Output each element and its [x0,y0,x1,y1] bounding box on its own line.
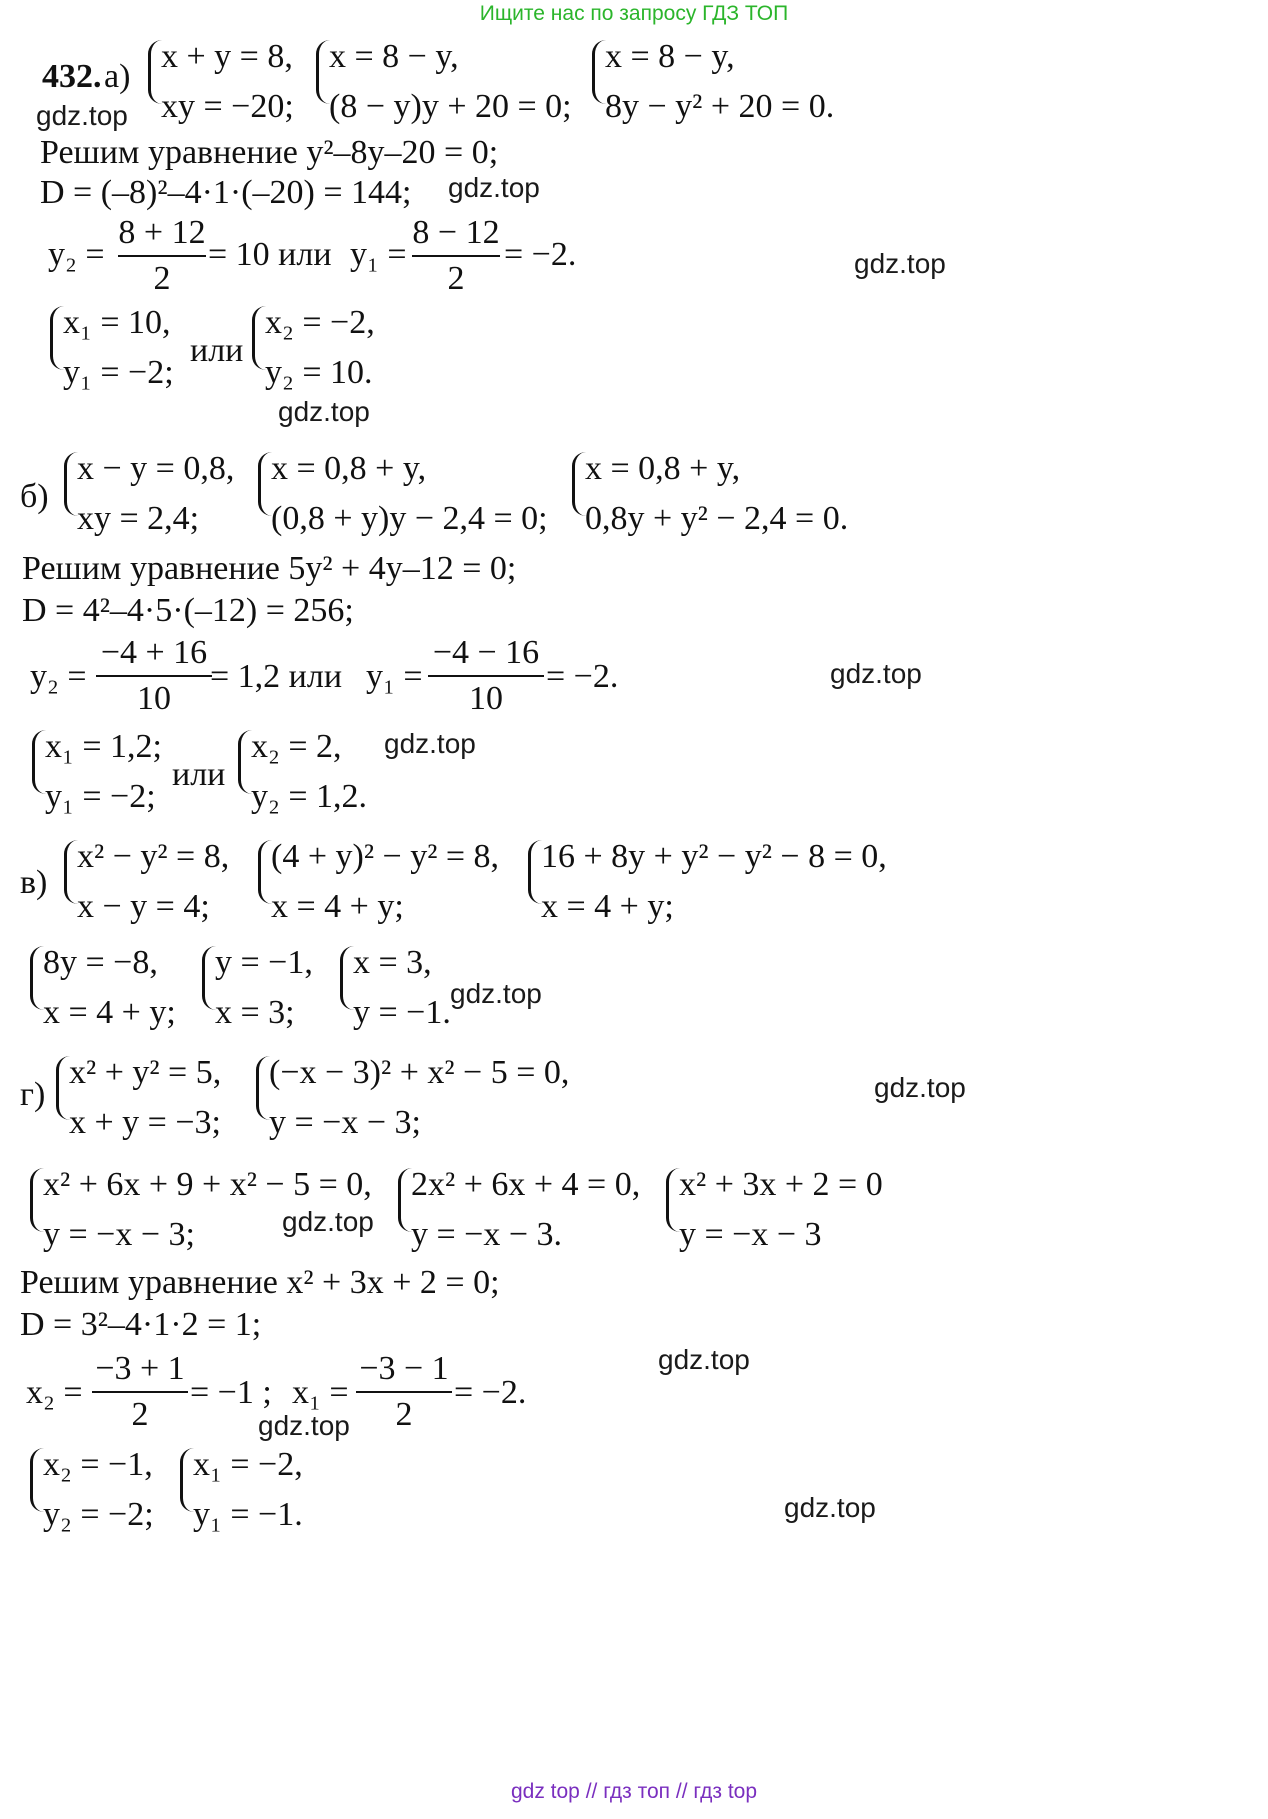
equation: (8 − y)y + 20 = 0; [329,88,572,125]
equation: x = 8 − y, [329,38,459,75]
numerator: −3 − 1 [359,1350,449,1387]
part-c-system-2 [258,838,529,925]
denominator: 2 [153,260,171,297]
equation: x² + y² = 5, [69,1054,222,1091]
footer-links[interactable]: gdz top // гдз топ // гдз top [510,1780,758,1803]
part-a-or: или [190,332,244,369]
equation: x = 8 − y, [605,38,735,75]
equation: y₁ = −1. [193,1496,303,1533]
part-b-system-1 [64,450,255,537]
numerator: −4 + 16 [100,634,208,671]
numerator: −3 + 1 [95,1350,185,1387]
equation: x² + 3x + 2 = 0 [679,1166,883,1203]
part-a-system-2 [316,38,587,125]
denominator: 10 [137,680,171,717]
equation: 2x² + 6x + 4 = 0, [411,1166,641,1203]
equation: (−x − 3)² + x² − 5 = 0, [269,1054,570,1091]
fraction-bar [96,675,212,677]
watermark: gdz.top [784,1492,876,1523]
part-c-system-1 [64,838,255,925]
equation: x² + 6x + 9 + x² − 5 = 0, [43,1166,372,1203]
part-a-discriminant: D = (–8)²–4·1·(–20) = 144; [40,174,412,211]
fraction-bar [428,675,544,677]
equation: x = 0,8 + y, [271,450,427,487]
denominator: 2 [131,1396,149,1433]
watermark: gdz.top [384,728,476,759]
equation: x + y = −3; [69,1104,221,1141]
part-b-answer-1 [32,728,183,815]
equation: y₂ = 10. [265,354,373,391]
equation: y = −1, [215,944,313,981]
part-b-y1-lhs: y₁ = [366,658,423,695]
equation: 16 + 8y + y² − y² − 8 = 0, [541,838,887,875]
equation: x − y = 4; [77,888,210,925]
numerator: 8 + 12 [118,214,206,251]
denominator: 10 [469,680,503,717]
equation: x = 0,8 + y, [585,450,741,487]
equation: y = −x − 3 [679,1216,822,1253]
watermark: gdz.top [874,1072,966,1103]
equation: y₁ = −2; [45,778,156,815]
equation: x² − y² = 8, [77,838,230,875]
equation: x = 3; [215,994,295,1031]
part-d-x2-lhs: x₂ = [26,1374,83,1411]
part-a-label: а) [104,58,131,95]
equation: x₁ = 10, [63,304,171,341]
part-d-answer-1 [30,1446,181,1533]
equation: 8y = −8, [43,944,158,981]
part-b-y2-lhs: y₂ = [30,658,87,695]
part-a-y1-rhs: = −2. [504,236,577,273]
problem-number: 432. [42,58,102,95]
part-c-system-3 [528,838,919,925]
equation: x = 4 + y; [271,888,404,925]
part-a-y1-lhs: y₁ = [350,236,407,273]
equation: x + y = 8, [161,38,293,75]
watermark: gdz.top [854,248,946,279]
watermark: gdz.top [282,1206,374,1237]
equation: y = −1. [353,994,451,1031]
part-a-y1-fraction [412,216,500,296]
part-b-y1-rhs: = −2. [546,658,619,695]
part-d-solve-text: Решим уравнение x² + 3x + 2 = 0; [20,1264,500,1301]
part-b-y2-rhs: = 1,2 или [210,658,343,695]
part-d-x1-lhs: x₁ = [292,1374,349,1411]
numerator: −4 − 16 [432,634,540,671]
part-a-y2-fraction [118,216,206,296]
equation: x = 3, [353,944,432,981]
part-d-label: г) [20,1076,46,1113]
equation: xy = 2,4; [77,500,200,537]
equation: y₂ = −2; [43,1496,154,1533]
part-b-discriminant: D = 4²–4·5·(–12) = 256; [22,592,354,629]
denominator: 2 [395,1396,413,1433]
part-b-or: или [172,756,226,793]
part-b-system-2 [258,450,559,537]
equation: y₂ = 1,2. [251,778,368,815]
part-b-y2-fraction [96,636,212,716]
part-c-system-4 [30,944,201,1031]
equation: (0,8 + y)y − 2,4 = 0; [271,500,548,537]
fraction-bar [92,1391,188,1393]
part-d-system-2 [256,1054,587,1141]
equation: x − y = 0,8, [77,450,235,487]
equation: y = −x − 3; [269,1104,421,1141]
watermark: gdz.top [830,658,922,689]
part-d-discriminant: D = 3²–4·1·2 = 1; [20,1306,262,1343]
watermark: gdz.top [448,172,540,203]
part-b-system-3 [572,450,863,537]
fraction-bar [118,255,206,257]
part-b-y1-fraction [428,636,544,716]
part-d-answer-2 [180,1446,331,1533]
part-a-system-1 [148,38,319,125]
equation: x = 4 + y; [43,994,176,1031]
part-d-system-1 [56,1054,247,1141]
part-a-answer-1 [50,304,201,391]
equation: x₂ = −2, [265,304,375,341]
part-b-solve-text: Решим уравнение 5y² + 4y–12 = 0; [22,550,517,587]
part-c-system-5 [202,944,333,1031]
part-c-label: в) [20,864,48,901]
part-d-x1-fraction [356,1352,452,1432]
watermark: gdz.top [36,100,128,131]
equation: y₁ = −2; [63,354,174,391]
watermark: gdz.top [658,1344,750,1375]
part-a-y2-rhs: = 10 или [208,236,332,273]
top-banner[interactable]: Ищите нас по запросу ГДЗ ТОП [479,2,789,25]
equation: x₂ = 2, [251,728,342,765]
part-d-x2-rhs: = −1 ; [190,1374,272,1411]
part-d-system-4 [398,1166,659,1253]
part-d-x1-rhs: = −2. [454,1374,527,1411]
equation: y = −x − 3; [43,1216,195,1253]
part-d-x2-fraction [92,1352,188,1432]
part-b-answer-2 [238,728,389,815]
part-a-solve-text: Решим уравнение y²–8y–20 = 0; [40,134,499,171]
part-d-system-5 [666,1166,907,1253]
equation: y = −x − 3. [411,1216,563,1253]
part-a-y2-lhs: y₂ = [48,236,105,273]
equation: (4 + y)² − y² = 8, [271,838,500,875]
equation: 8y − y² + 20 = 0. [605,88,835,125]
equation: x = 4 + y; [541,888,674,925]
part-a-answer-2 [252,304,403,391]
watermark: gdz.top [258,1410,350,1441]
numerator: 8 − 12 [412,214,500,251]
equation: x₂ = −1, [43,1446,153,1483]
equation: x₁ = 1,2; [45,728,162,765]
part-a-system-3 [592,38,863,125]
equation: x₁ = −2, [193,1446,303,1483]
part-b-label: б) [20,478,49,515]
fraction-bar [412,255,500,257]
watermark: gdz.top [450,978,542,1009]
watermark: gdz.top [278,396,370,427]
denominator: 2 [447,260,465,297]
equation: xy = −20; [161,88,294,125]
equation: 0,8y + y² − 2,4 = 0. [585,500,849,537]
fraction-bar [356,1391,452,1393]
